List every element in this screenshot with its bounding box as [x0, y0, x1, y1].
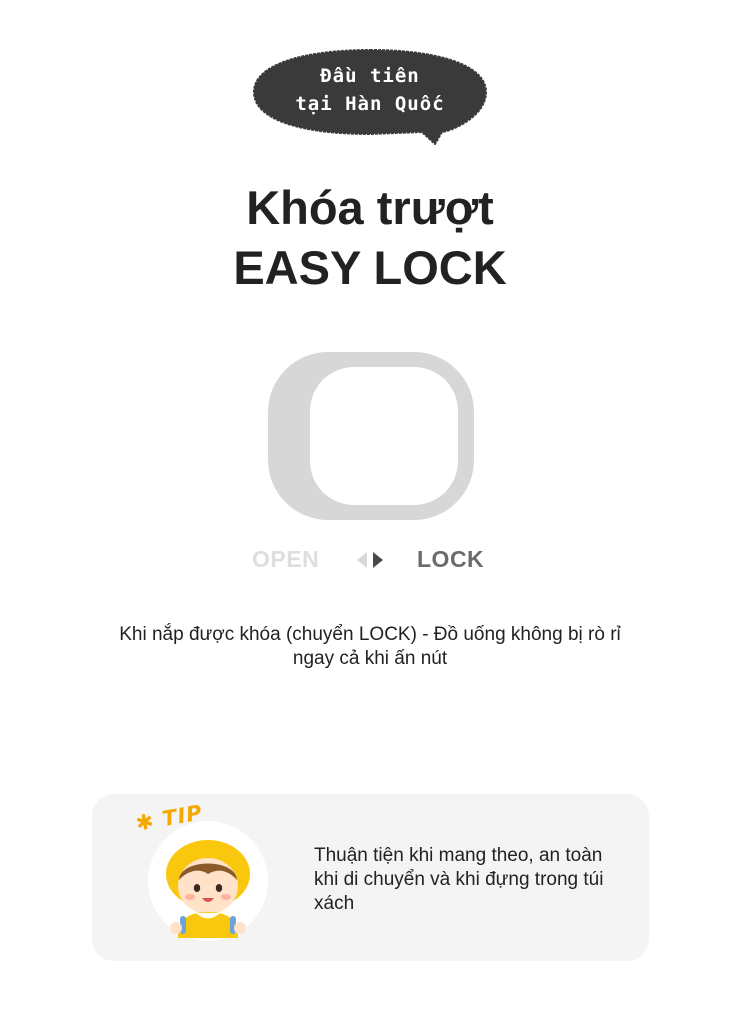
lock-slider-window	[310, 367, 458, 505]
tip-label-text: TIP	[160, 800, 205, 832]
lock-label: LOCK	[417, 546, 485, 572]
badge-line-2: tại Hàn Quốc	[295, 93, 445, 115]
badge-text	[250, 62, 490, 118]
title-line-1: Khóa trượt	[246, 181, 494, 234]
lock-switch-indicator	[0, 544, 740, 576]
page-title	[0, 178, 740, 298]
description-text: Khi nắp được khóa (chuyển LOCK) - Đồ uống không bị rò rỉ ngay cả khi ấn nút	[119, 624, 621, 669]
badge-line-1: Đầu tiên	[320, 65, 420, 87]
tip-text: Thuận tiện khi mang theo, an toàn khi di chuyển và khi đựng trong túi xách	[314, 845, 604, 914]
left-right-arrows-icon	[356, 550, 386, 570]
tip-sparkle-icon: ✱	[133, 807, 165, 836]
kid-mascot-icon	[162, 834, 254, 938]
lock-illustration	[268, 352, 474, 522]
open-label: OPEN	[252, 546, 320, 572]
tip-card	[92, 794, 649, 961]
title-line-2: EASY LOCK	[233, 241, 507, 294]
badge-bubble	[250, 46, 490, 146]
